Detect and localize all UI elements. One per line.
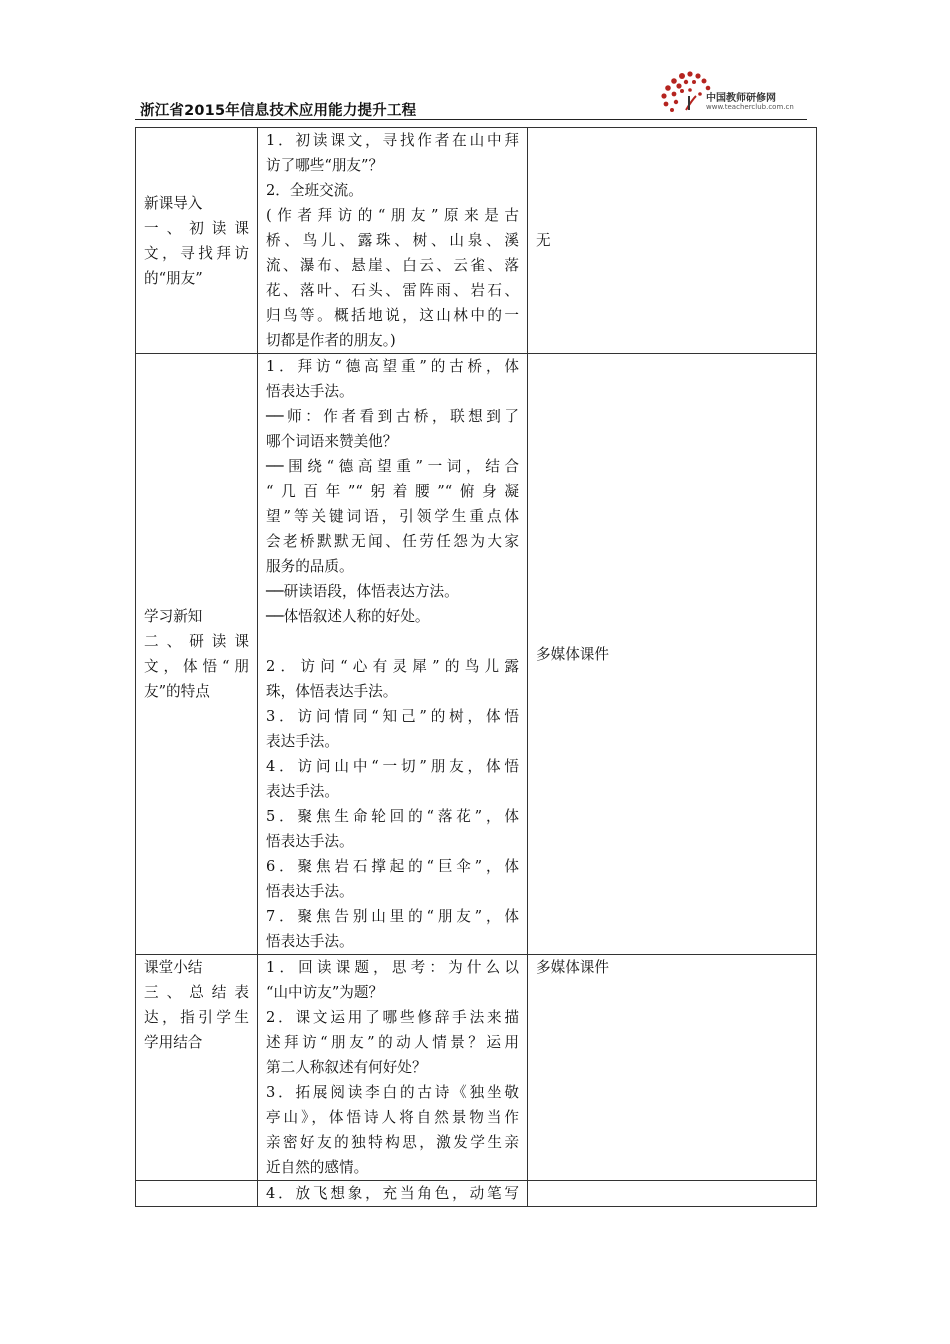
process-line: 1．拜访“德高望重”的古桥，体 <box>266 358 519 375</box>
process-line: 哪个词语来赞美他？ <box>266 433 398 450</box>
stage-text-line: 三、总结表 <box>144 984 249 1001</box>
process-line: 切都是作者的朋友。) <box>266 332 396 349</box>
process-line: 流、瀑布、悬崖、白云、云雀、落 <box>266 257 519 274</box>
stage-heading: 新课导入 <box>144 194 203 212</box>
process-line: 第二人称叙述有何好处？ <box>266 1059 427 1076</box>
process-cell <box>258 128 528 354</box>
stage-cell <box>136 1181 258 1207</box>
process-line: 亲密好友的独特构思，激发学生亲 <box>266 1134 519 1151</box>
process-line: 悟表达手法。 <box>266 833 354 850</box>
stage-text-line: 文，体悟“朋 <box>144 658 249 675</box>
header-divider <box>135 119 807 120</box>
table-row <box>136 955 817 1181</box>
process-line: 服务的品质。 <box>266 558 354 575</box>
logo-chinese-name: 中国教师研修网 <box>706 93 776 104</box>
process-cell <box>258 1181 528 1207</box>
process-line: 2．全班交流。 <box>266 182 363 199</box>
process-line: 珠，体悟表达手法。 <box>266 683 398 700</box>
process-line: ──体悟叙述人称的好处。 <box>266 608 430 625</box>
process-line: 归鸟等。概括地说，这山林中的一 <box>266 307 519 324</box>
process-line: 花、落叶、石头、雷阵雨、岩石、 <box>266 282 519 299</box>
stage-text-line: 一、初读课 <box>144 219 249 237</box>
process-line: ──围绕“德高望重”一词，结合 <box>266 458 519 475</box>
process-line: 1．回读课题，思考：为什么以 <box>266 959 519 976</box>
logo-url: www.teacherclub.com.cn <box>706 103 794 111</box>
process-line: “几百年”“躬着腰”“俯身凝 <box>266 483 519 500</box>
stage-heading: 学习新知 <box>144 608 203 625</box>
resource-cell <box>528 955 817 1181</box>
header-title: 浙江省2015年信息技术应用能力提升工程 <box>140 103 417 119</box>
process-line: 5．聚焦生命轮回的“落花”，体 <box>266 808 519 825</box>
process-line: (作者拜访的“朋友”原来是古 <box>266 207 519 224</box>
process-line: “山中访友”为题？ <box>266 984 384 1001</box>
process-line: 悟表达手法。 <box>266 383 354 400</box>
stage-cell <box>136 955 258 1181</box>
process-line: 亭山》，体悟诗人将自然景物当作 <box>266 1109 519 1126</box>
table-row <box>136 1181 817 1207</box>
stage-text-line: 的“朋友” <box>144 269 203 287</box>
process-line: 桥、鸟儿、露珠、树、山泉、溪 <box>266 232 519 249</box>
process-line: 3．访问情同“知己”的树，体悟 <box>266 708 519 725</box>
resource-cell <box>528 1181 817 1207</box>
resource-cell <box>528 128 817 354</box>
resource-text: 多媒体课件 <box>536 645 609 663</box>
stage-cell <box>136 354 258 955</box>
table-row <box>136 128 817 354</box>
process-line: 1．初读课文，寻找作者在山中拜 <box>266 132 519 149</box>
resource-text: 无 <box>536 232 551 249</box>
process-line: 6．聚焦岩石撑起的“巨伞”，体 <box>266 858 519 875</box>
process-line: 3．拓展阅读李白的古诗《独坐敬 <box>266 1084 519 1101</box>
process-line: 悟表达手法。 <box>266 933 354 950</box>
resource-text: 多媒体课件 <box>536 959 609 976</box>
process-line: 会老桥默默无闻、任劳任怨为大家 <box>266 533 519 550</box>
process-line: 近自然的感情。 <box>266 1159 369 1176</box>
stage-text-line: 达，指引学生 <box>144 1009 249 1026</box>
stage-text-line: 学用结合 <box>144 1034 203 1051</box>
process-line: ──研读语段，体悟表达方法。 <box>266 583 459 600</box>
process-line: 2．访问“心有灵犀”的鸟儿露 <box>266 658 519 675</box>
resource-cell <box>528 354 817 955</box>
process-line: 述拜访“朋友”的动人情景？运用 <box>266 1034 519 1051</box>
blank-line <box>266 629 519 654</box>
process-line: 7．聚焦告别山里的“朋友”，体 <box>266 908 519 925</box>
stage-text-line: 二、研读课 <box>144 633 249 650</box>
process-line: 表达手法。 <box>266 783 339 800</box>
stage-text-line: 友”的特点 <box>144 683 210 700</box>
lesson-plan-table <box>135 127 817 1207</box>
process-line: 4．访问山中“一切”朋友，体悟 <box>266 758 519 775</box>
process-line: ──师：作者看到古桥，联想到了 <box>266 408 519 425</box>
process-line: 表达手法。 <box>266 733 339 750</box>
table-row <box>136 354 817 955</box>
process-line: 访了哪些“朋友”？ <box>266 157 384 174</box>
stage-cell <box>136 128 258 354</box>
process-line: 2．课文运用了哪些修辞手法来描 <box>266 1009 519 1026</box>
process-line: 悟表达手法。 <box>266 883 354 900</box>
stage-text-line: 文，寻找拜访 <box>144 244 249 262</box>
process-line: 4．放飞想象，充当角色，动笔写 <box>266 1185 519 1202</box>
stage-heading: 课堂小结 <box>144 959 203 976</box>
process-cell <box>258 955 528 1181</box>
process-line: 望”等关键词语，引领学生重点体 <box>266 508 519 525</box>
process-cell <box>258 354 528 955</box>
